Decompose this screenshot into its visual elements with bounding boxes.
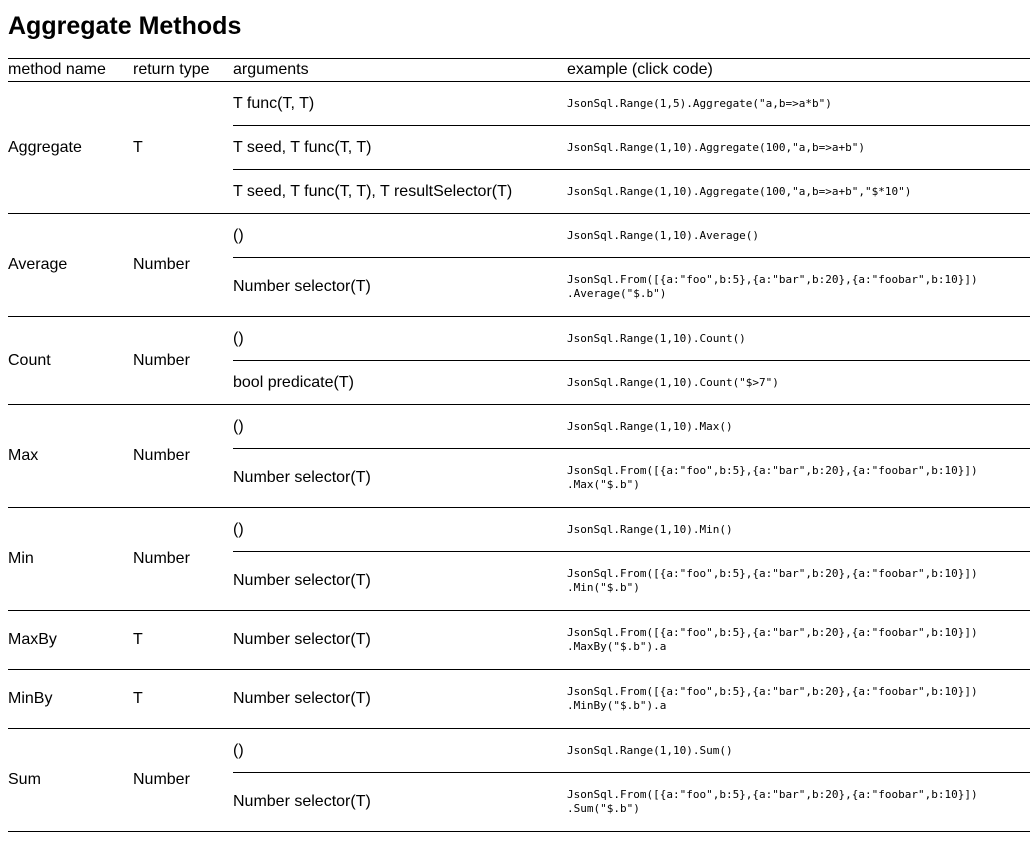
example-cell	[567, 508, 1030, 552]
example-cell	[567, 611, 1030, 670]
arguments-cell: bool predicate(T)	[233, 361, 567, 405]
return-type-cell: T	[133, 670, 233, 729]
method-name-cell: MaxBy	[8, 611, 133, 670]
table-row	[8, 670, 1030, 729]
table-row	[8, 405, 1030, 449]
header-example: example (click code)	[567, 59, 1030, 82]
example-cell	[567, 729, 1030, 773]
return-type-cell: Number	[133, 508, 233, 611]
header-method-name: method name	[8, 59, 133, 82]
method-name-cell: Aggregate	[8, 82, 133, 214]
example-code[interactable]: JsonSql.From([{a:"foo",b:5},{a:"bar",b:20},{a:"foobar",b:10}]) .MinBy("$.b").a	[567, 685, 978, 712]
arguments-cell: Number selector(T)	[233, 773, 567, 832]
example-cell	[567, 258, 1030, 317]
table-row	[8, 82, 1030, 126]
arguments-cell: ()	[233, 317, 567, 361]
table-row	[8, 317, 1030, 361]
example-code[interactable]: JsonSql.Range(1,10).Aggregate(100,"a,b=>a+b","$*10")	[567, 184, 912, 198]
arguments-cell: ()	[233, 214, 567, 258]
arguments-cell: Number selector(T)	[233, 258, 567, 317]
arguments-cell: T seed, T func(T, T), T resultSelector(T)	[233, 170, 567, 214]
example-code[interactable]: JsonSql.From([{a:"foo",b:5},{a:"bar",b:20},{a:"foobar",b:10}]) .Average("$.b")	[567, 273, 978, 300]
example-code[interactable]: JsonSql.From([{a:"foo",b:5},{a:"bar",b:20},{a:"foobar",b:10}]) .Max("$.b")	[567, 464, 978, 491]
example-cell	[567, 449, 1030, 508]
method-name-cell: Count	[8, 317, 133, 405]
example-cell	[567, 405, 1030, 449]
table-row	[8, 729, 1030, 773]
arguments-cell: ()	[233, 508, 567, 552]
table-header-row	[8, 59, 1030, 82]
arguments-cell: T seed, T func(T, T)	[233, 126, 567, 170]
example-cell	[567, 317, 1030, 361]
method-name-cell: Max	[8, 405, 133, 508]
example-code[interactable]: JsonSql.Range(1,10).Sum()	[567, 743, 733, 757]
example-cell	[567, 361, 1030, 405]
example-cell	[567, 170, 1030, 214]
example-code[interactable]: JsonSql.From([{a:"foo",b:5},{a:"bar",b:20},{a:"foobar",b:10}]) .MaxBy("$.b").a	[567, 626, 978, 653]
table-row	[8, 214, 1030, 258]
header-arguments: arguments	[233, 59, 567, 82]
example-cell	[567, 670, 1030, 729]
example-code[interactable]: JsonSql.Range(1,10).Count("$>7")	[567, 375, 779, 389]
method-name-cell: Min	[8, 508, 133, 611]
example-code[interactable]: JsonSql.From([{a:"foo",b:5},{a:"bar",b:20},{a:"foobar",b:10}]) .Sum("$.b")	[567, 788, 978, 815]
arguments-cell: T func(T, T)	[233, 82, 567, 126]
methods-table-body	[8, 82, 1030, 832]
example-cell	[567, 214, 1030, 258]
table-row	[8, 508, 1030, 552]
example-code[interactable]: JsonSql.Range(1,10).Min()	[567, 522, 733, 536]
example-cell	[567, 773, 1030, 832]
return-type-cell: Number	[133, 317, 233, 405]
example-code[interactable]: JsonSql.Range(1,10).Average()	[567, 228, 760, 242]
table-row	[8, 611, 1030, 670]
arguments-cell: ()	[233, 729, 567, 773]
return-type-cell: T	[133, 611, 233, 670]
arguments-cell: Number selector(T)	[233, 611, 567, 670]
method-name-cell: Average	[8, 214, 133, 317]
method-name-cell: Sum	[8, 729, 133, 832]
example-code[interactable]: JsonSql.Range(1,10).Max()	[567, 419, 733, 433]
example-code[interactable]: JsonSql.From([{a:"foo",b:5},{a:"bar",b:20},{a:"foobar",b:10}]) .Min("$.b")	[567, 567, 978, 594]
header-return-type: return type	[133, 59, 233, 82]
arguments-cell: Number selector(T)	[233, 449, 567, 508]
arguments-cell: Number selector(T)	[233, 670, 567, 729]
return-type-cell: Number	[133, 729, 233, 832]
return-type-cell: T	[133, 82, 233, 214]
example-code[interactable]: JsonSql.Range(1,5).Aggregate("a,b=>a*b")	[567, 96, 832, 110]
example-cell	[567, 552, 1030, 611]
arguments-cell: Number selector(T)	[233, 552, 567, 611]
example-cell	[567, 126, 1030, 170]
arguments-cell: ()	[233, 405, 567, 449]
example-cell	[567, 82, 1030, 126]
return-type-cell: Number	[133, 214, 233, 317]
page-title: Aggregate Methods	[8, 12, 242, 40]
method-name-cell: MinBy	[8, 670, 133, 729]
methods-table	[8, 58, 1030, 832]
return-type-cell: Number	[133, 405, 233, 508]
example-code[interactable]: JsonSql.Range(1,10).Aggregate(100,"a,b=>a+b")	[567, 140, 866, 154]
example-code[interactable]: JsonSql.Range(1,10).Count()	[567, 331, 746, 345]
